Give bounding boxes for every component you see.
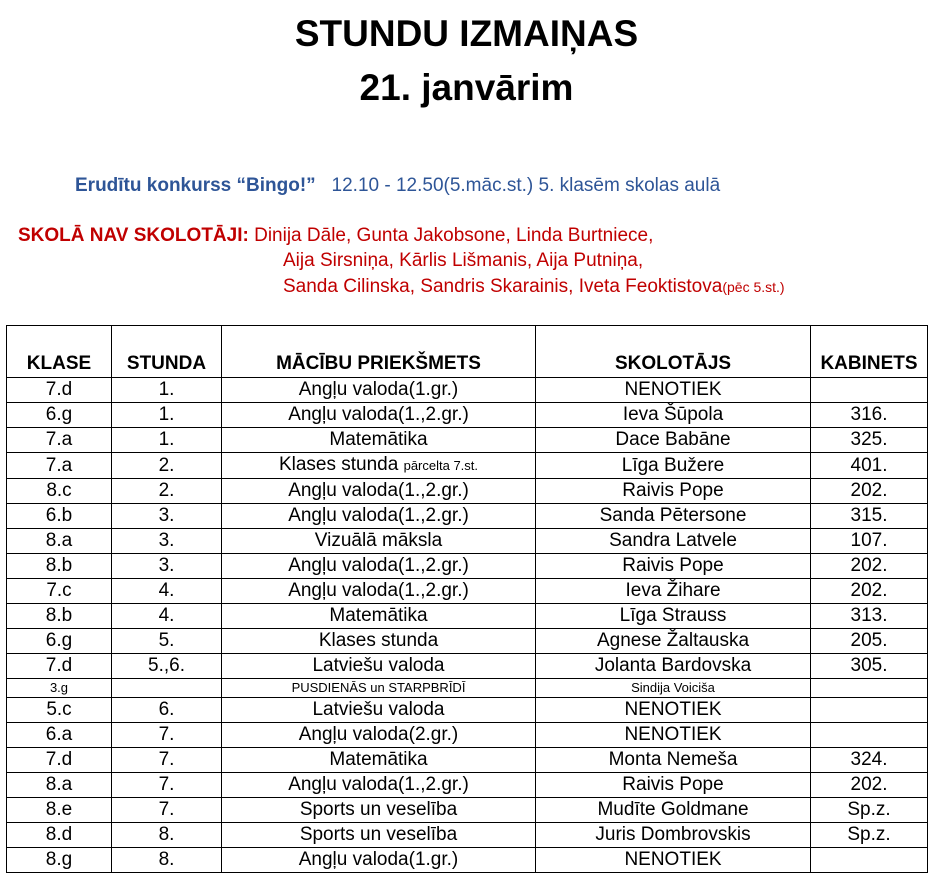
contest-announcement	[75, 174, 720, 198]
table-header-row	[7, 326, 928, 378]
cell-prieksmets: Klases stunda	[222, 629, 536, 654]
cell-kabinets: 316.	[811, 403, 928, 428]
absent-teachers	[18, 224, 785, 297]
absent-line-1: Dinija Dāle, Gunta Jakobsone, Linda Burtniece,	[254, 225, 654, 246]
cell-prieksmets	[222, 453, 536, 479]
cell-klase: 8.a	[7, 773, 112, 798]
cell-klase: 8.b	[7, 604, 112, 629]
cell-kabinets: 315.	[811, 504, 928, 529]
cell-stunda: 7.	[112, 723, 222, 748]
cell-stunda: 8.	[112, 823, 222, 848]
header-kabinets: KABINETS	[811, 326, 928, 378]
contest-detail: 12.10 - 12.50(5.māc.st.) 5. klasēm skolas aulā	[331, 175, 721, 196]
cell-stunda: 1.	[112, 403, 222, 428]
table-row	[7, 428, 928, 453]
cell-kabinets: 205.	[811, 629, 928, 654]
cell-kabinets: Sp.z.	[811, 823, 928, 848]
table-row	[7, 629, 928, 654]
cell-prieksmets: Angļu valoda(1.,2.gr.)	[222, 579, 536, 604]
cell-stunda: 1.	[112, 378, 222, 403]
cell-prieksmets: Angļu valoda(1.gr.)	[222, 848, 536, 873]
cell-klase: 6.g	[7, 629, 112, 654]
cell-klase: 7.d	[7, 654, 112, 679]
cell-skolotajs: Monta Nemeša	[536, 748, 811, 773]
cell-stunda: 7.	[112, 798, 222, 823]
cell-stunda: 3.	[112, 529, 222, 554]
cell-klase: 7.a	[7, 453, 112, 479]
cell-kabinets: 202.	[811, 773, 928, 798]
absent-line-3-note: (pēc 5.st.)	[722, 279, 785, 295]
cell-klase: 8.e	[7, 798, 112, 823]
header-klase: KLASE	[7, 326, 112, 378]
cell-kabinets	[811, 698, 928, 723]
cell-stunda: 2.	[112, 479, 222, 504]
cell-klase: 6.a	[7, 723, 112, 748]
cell-klase: 8.b	[7, 554, 112, 579]
cell-skolotajs: Jolanta Bardovska	[536, 654, 811, 679]
page-subtitle-date: 21. janvārim	[359, 67, 574, 108]
cell-stunda: 4.	[112, 604, 222, 629]
table-row	[7, 529, 928, 554]
cell-prieksmets: Sports un veselība	[222, 823, 536, 848]
cell-skolotajs: Agnese Žaltauska	[536, 629, 811, 654]
cell-kabinets	[811, 679, 928, 698]
subject-text: Klases stunda	[278, 454, 399, 475]
table-row	[7, 679, 928, 698]
cell-skolotajs: Ieva Šūpola	[536, 403, 811, 428]
absent-label: SKOLĀ NAV SKOLOTĀJI:	[18, 225, 249, 246]
cell-kabinets	[811, 723, 928, 748]
table-row	[7, 604, 928, 629]
cell-klase: 8.c	[7, 479, 112, 504]
cell-kabinets: 202.	[811, 579, 928, 604]
table-row	[7, 848, 928, 873]
cell-klase: 7.a	[7, 428, 112, 453]
cell-kabinets	[811, 378, 928, 403]
cell-stunda: 4.	[112, 579, 222, 604]
cell-prieksmets: Latviešu valoda	[222, 698, 536, 723]
cell-prieksmets: Sports un veselība	[222, 798, 536, 823]
schedule-table	[6, 325, 928, 873]
cell-prieksmets: Angļu valoda(2.gr.)	[222, 723, 536, 748]
absent-line-3	[283, 275, 785, 299]
cell-skolotajs: NENOTIEK	[536, 698, 811, 723]
cell-prieksmets: Angļu valoda(1.,2.gr.)	[222, 479, 536, 504]
cell-skolotajs: Mudīte Goldmane	[536, 798, 811, 823]
cell-kabinets: 107.	[811, 529, 928, 554]
cell-prieksmets: PUSDIENĀS un STARPBRĪDĪ	[222, 679, 536, 698]
contest-label: Erudītu konkurss “Bingo!”	[75, 175, 316, 196]
cell-stunda: 2.	[112, 453, 222, 479]
cell-prieksmets: Angļu valoda(1.,2.gr.)	[222, 554, 536, 579]
cell-klase: 8.d	[7, 823, 112, 848]
table-row	[7, 378, 928, 403]
cell-klase: 3.g	[7, 679, 112, 698]
cell-klase: 7.c	[7, 579, 112, 604]
cell-skolotajs: Sanda Pētersone	[536, 504, 811, 529]
cell-skolotajs: Līga Bužere	[536, 453, 811, 479]
cell-prieksmets: Angļu valoda(1.,2.gr.)	[222, 403, 536, 428]
cell-kabinets: 325.	[811, 428, 928, 453]
header-stunda: STUNDA	[112, 326, 222, 378]
cell-skolotajs: Sindija Voiciša	[536, 679, 811, 698]
cell-klase: 5.c	[7, 698, 112, 723]
header-prieksmets: MĀCĪBU PRIEKŠMETS	[222, 326, 536, 378]
table-row	[7, 798, 928, 823]
cell-kabinets: 202.	[811, 479, 928, 504]
cell-prieksmets: Latviešu valoda	[222, 654, 536, 679]
cell-stunda: 7.	[112, 773, 222, 798]
cell-skolotajs: Ieva Žihare	[536, 579, 811, 604]
table-row	[7, 773, 928, 798]
cell-prieksmets: Matemātika	[222, 428, 536, 453]
cell-skolotajs: Raivis Pope	[536, 479, 811, 504]
cell-prieksmets: Angļu valoda(1.,2.gr.)	[222, 504, 536, 529]
cell-klase: 6.g	[7, 403, 112, 428]
cell-prieksmets: Angļu valoda(1.gr.)	[222, 378, 536, 403]
table-row	[7, 479, 928, 504]
header-skolotajs: SKOLOTĀJS	[536, 326, 811, 378]
absent-line-2: Aija Sirsniņa, Kārlis Lišmanis, Aija Putniņa,	[283, 250, 644, 271]
cell-skolotajs: NENOTIEK	[536, 723, 811, 748]
cell-prieksmets: Angļu valoda(1.,2.gr.)	[222, 773, 536, 798]
cell-klase: 7.d	[7, 748, 112, 773]
cell-skolotajs: Sandra Latvele	[536, 529, 811, 554]
cell-prieksmets: Vizuālā māksla	[222, 529, 536, 554]
cell-kabinets: 324.	[811, 748, 928, 773]
subject-note: pārcelta 7.st.	[403, 458, 479, 473]
table-row	[7, 823, 928, 848]
cell-klase: 6.b	[7, 504, 112, 529]
cell-stunda: 3.	[112, 504, 222, 529]
cell-stunda: 3.	[112, 554, 222, 579]
cell-skolotajs: Dace Babāne	[536, 428, 811, 453]
cell-skolotajs: Raivis Pope	[536, 554, 811, 579]
cell-stunda: 5.,6.	[112, 654, 222, 679]
cell-kabinets: 401.	[811, 453, 928, 479]
cell-stunda: 6.	[112, 698, 222, 723]
cell-klase: 8.g	[7, 848, 112, 873]
table-row	[7, 504, 928, 529]
table-row	[7, 723, 928, 748]
cell-stunda: 8.	[112, 848, 222, 873]
cell-skolotajs: Juris Dombrovskis	[536, 823, 811, 848]
cell-kabinets: 313.	[811, 604, 928, 629]
cell-stunda: 7.	[112, 748, 222, 773]
cell-kabinets	[811, 848, 928, 873]
page-title: STUNDU IZMAIŅAS	[294, 13, 639, 54]
cell-stunda: 1.	[112, 428, 222, 453]
cell-kabinets: 202.	[811, 554, 928, 579]
absent-line-3-text: Sanda Cilinska, Sandris Skarainis, Iveta Feoktistova	[283, 276, 723, 297]
cell-skolotajs: NENOTIEK	[536, 378, 811, 403]
table-row	[7, 453, 928, 479]
cell-prieksmets: Matemātika	[222, 748, 536, 773]
cell-stunda: 5.	[112, 629, 222, 654]
cell-skolotajs: NENOTIEK	[536, 848, 811, 873]
cell-klase: 8.a	[7, 529, 112, 554]
cell-stunda	[112, 679, 222, 698]
cell-kabinets: Sp.z.	[811, 798, 928, 823]
table-row	[7, 748, 928, 773]
table-row	[7, 698, 928, 723]
table-row	[7, 654, 928, 679]
cell-klase: 7.d	[7, 378, 112, 403]
cell-skolotajs: Raivis Pope	[536, 773, 811, 798]
table-row	[7, 579, 928, 604]
table-row	[7, 554, 928, 579]
schedule-body	[7, 378, 928, 873]
table-row	[7, 403, 928, 428]
cell-kabinets: 305.	[811, 654, 928, 679]
cell-prieksmets: Matemātika	[222, 604, 536, 629]
cell-skolotajs: Līga Strauss	[536, 604, 811, 629]
